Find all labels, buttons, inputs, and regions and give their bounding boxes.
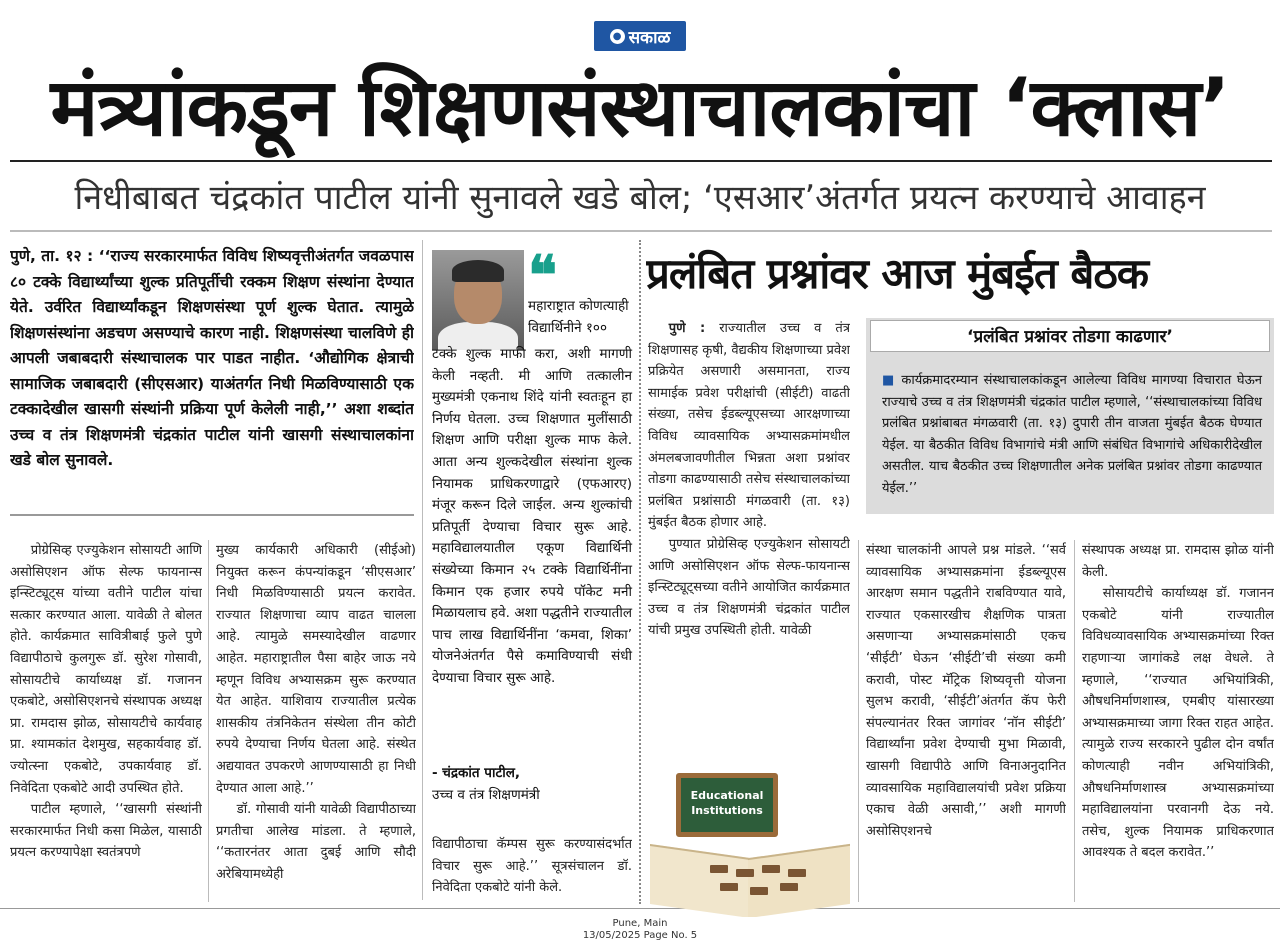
article-column-2 (216, 540, 416, 902)
main-headline: मंत्र्यांकडून शिक्षणसंस्थाचालकांचा ‘क्लास’ (50, 61, 1230, 154)
secondary-headline: प्रलंबित प्रश्नांवर आज मुंबईत बैठक (646, 249, 1149, 298)
highlight-box-text: कार्यक्रमादरम्यान संस्थाचालकांकडून आलेल्या विविध मागण्या विचारात घेऊन राज्याचे उच्च व तंत्र शिक्षणमंत्री चंद्रकांत पाटील म्हणाले, ‘‘संस्थाचालकांच्या विविध प्रलंबित प्रश्नांबाबत मंगळवारी (ता. १३) दुपारी तीन वाजता मुंबईत बैठक घेण्यात येईल. या बैठकीत विविध विभागांचे मंत्री आणि संबंधित विभागांचे अधिकारीदेखील असतील. याच बैठकीत उच्च शिक्षणातील अनेक प्रलंबित प्रश्नांवर तोडगा काढण्यात येईल.’’ (882, 373, 1262, 496)
paragraph: पुण्यात प्रोग्रेसिव्ह एज्युकेशन सोसायटी आणि असोसिएशन ऑफ सेल्फ-फायनान्स इन्स्टिट्यूट्सच्या वतीने आयोजित कार्यक्रमात उच्च व तंत्र शिक्षणमंत्री चंद्रकांत पाटील यांची प्रमुख उपस्थिती होती. यावेळी (648, 536, 850, 639)
edition-label: Pune, Main (612, 918, 668, 929)
column-divider (858, 540, 859, 902)
divider (10, 230, 1272, 232)
open-book-right-page (748, 844, 850, 917)
lead-paragraph (10, 244, 414, 506)
logo-text: सकाळ (628, 27, 671, 48)
paragraph: सोसायटीचे कार्याध्यक्ष डॉ. गजानन एकबोटे यांनी राज्यातील विविधव्यावसायिक अभ्यासक्रमांच्या रिक्त राहणाऱ्या जागांकडे लक्ष वेधले. ते म्हणाले, ‘‘राज्यात अभियांत्रिकी, औषधनिर्माणशास्त्र, एमबीए यांसारख्या अभ्यासक्रमाच्या जागा रिक्त राहत आहेत. त्यामुळे राज्य सरकारने पुढील दोन वर्षांत कोणत्याही नवीन अभियांत्रिकी, औषधनिर्माणशास्त्र अभ्यासक्रमांच्या महाविद्यालयांना परवानगी देऊ नये. तसेच, शुल्क नियामक प्राधिकरणात आवश्यक ते बदल करावेत.’’ (1082, 586, 1274, 861)
paragraph: संस्था चालकांनी आपले प्रश्न मांडले. ‘‘सर्व व्यावसायिक अभ्यासक्रमांना ईडब्ल्यूएस आरक्षण समान पद्धतीने राबविण्यात यावे, राज्यात एकसारखीच शैक्षणिक पात्रता असणाऱ्या अभ्यासक्रमांसाठी एकच ‘सीईटी’ घेऊन ‘सीईटी’ची संख्या कमी करावी, पोस्ट मॅट्रिक शिष्यवृत्ती योजना सुलभ करावी, ‘सीईटी’अंतर्गत कॅप फेरी संपल्यानंतर रिक्त जागांवर ‘नॉन सीईटी’ विद्यार्थ्यांना प्रवेश देण्याची मुभा मिळावी, खासगी विद्यापीठे आणि विनाअनुदानित व्यावसायिक महाविद्यालयांची प्रवेश प्रक्रिया एकाच वेळी असावी,’’ अशी मागणी असोसिएशनचे (866, 543, 1066, 839)
logo-emblem-icon: ● (610, 29, 625, 44)
paragraph: डॉ. गोसावी यांनी यावेळी विद्यापीठाच्या प्रगतीचा आलेख मांडला. ते म्हणाले, ‘‘कतारनंतर आता दुबई आणि सौदी अरेबियामध्येही (216, 802, 416, 882)
bullet-square-icon: ■ (882, 373, 896, 388)
quote-intro: महाराष्ट्रात कोणत्याही विद्यार्थिनीने १०० (528, 298, 629, 336)
right-article-column-c (1082, 540, 1274, 902)
quote-author: - चंद्रकांत पाटील, (432, 765, 521, 781)
quote-signature (432, 762, 632, 806)
page-footer (0, 918, 1280, 942)
minister-photo (432, 250, 524, 350)
divider (10, 160, 1272, 162)
paragraph: प्रोग्रेसिव्ह एज्युकेशन सोसायटी आणि असोसिएशन ऑफ सेल्फ फायनान्स इन्स्टिट्यूट्स यांच्या वतीने पाटील यांचा सत्कार करण्यात आला. यावेळी ते बोलत होते. कार्यक्रमात सावित्रीबाई फुले पुणे विद्यापीठाचे कुलगुरू डॉ. सुरेश गोसावी, सोसायटीचे कार्याध्यक्ष डॉ. गजानन एकबोटे, असोसिएशनचे संस्थापक अध्यक्ष प्रा. रामदास झोळ, सोसायटीचे कार्यवाह प्रा. श्यामकांत देशमुख, सहकार्यवाह डॉ. ज्योत्स्ना एकबोटे, उपकार्यवाह डॉ. निवेदिता एकबोटे आदी उपस्थित होते. (10, 543, 202, 796)
desk-icon (710, 865, 728, 873)
article-column-3-tail (432, 834, 632, 902)
column-divider (639, 240, 641, 904)
paragraph: संस्थापक अध्यक्ष प्रा. रामदास झोळ यांनी केली. (1082, 543, 1274, 580)
paragraph: राज्यातील उच्च व तंत्र शिक्षणासह कृषी, वैद्यकीय शिक्षणाच्या प्रवेश प्रक्रियेत असणारी असमानता, राज्य सामाईक प्रवेश परीक्षांची (सीईटी) वाढती संख्या, तसेच ईडब्ल्यूएसच्या आरक्षणाच्या विविध व्यावसायिक अभ्यासक्रमांमधील अंमलबजावणीतील भिन्नता अशा प्रश्नांवर तोडगा काढण्यासाठी तसेच संस्थाचालकांच्या प्रलंबित प्रश्नांसाठी मंगळवारी (ता. १३) मुंबईत बैठक होणार आहे. (648, 321, 850, 531)
date-page-label: 13/05/2025 Page No. 5 (582, 930, 698, 941)
education-illustration (650, 765, 850, 917)
paragraph: मुख्य कार्यकारी अधिकारी (सीईओ) नियुक्त करून कंपन्यांकडून ‘सीएसआर’ निधी मिळविण्यासाठी प्रयत्न करावेत. राज्यात शिक्षणाचा व्याप वाढत चालला आहे. त्यामुळे समस्यादेखील वाढणार आहेत. महाराष्ट्रातील पैसा बाहेर जाऊ नये म्हणून विविध अभ्यासक्रम सुरू करण्यात येत आहेत. याशिवाय राज्यातील प्रत्येक शासकीय तंत्रनिकेतन संस्थेला तीन कोटी रुपये देण्याचा निर्णय घेतला आहे. संस्थेत अद्ययावत उपकरणे आणण्यासाठी हा निधी देण्यात आला आहे.’’ (216, 543, 416, 796)
highlight-box-title: ‘प्रलंबित प्रश्नांवर तोडगा काढणार’ (870, 320, 1270, 352)
divider (0, 908, 1280, 909)
lead-text: ‘‘राज्य सरकारमार्फत विविध शिष्यवृत्तीअंतर्गत जवळपास ८० टक्के विद्यार्थ्यांच्या शुल्क प्रतिपूर्तीची रक्कम शिक्षण संस्थांना देण्यात येते. उर्वरित विद्यार्थ्यांकडून शिक्षणसंस्था पूर्ण शुल्क घेतात. त्यामुळे शिक्षणसंस्थांना अडचण असण्याचे कारण नाही. शिक्षणसंस्था चालविणे ही आपली जबाबदारी संस्थाचालक पार पाडत नाहीत. ‘औद्योगिक क्षेत्राची सामाजिक जबाबदारी (सीएसआर) याअंतर्गत निधी मिळविण्यासाठी एक टक्कादेखील खासगी संस्थांनी प्रक्रिया पूर्ण केलेली नाही,’’ अशा शब्दांत उच्च व तंत्र शिक्षणमंत्री चंद्रकांत पाटील यांनी खासगी संस्थाचालकांना खडे बोल सुनावले. (10, 247, 414, 469)
right-article-column-a (648, 318, 850, 764)
desk-icon (762, 865, 780, 873)
desk-icon (750, 887, 768, 895)
quote-body: टक्के शुल्क माफी करा, अशी मागणी केली नव्हती. मी आणि तत्कालीन मुख्यमंत्री एकनाथ शिंदे यांनी स्वतःहून हा निर्णय घेतला. उच्च शिक्षणात मुलींसाठी शिक्षण आणि परीक्षा शुल्क माफ केले. आता अन्य शुल्कदेखील संस्थांना शुल्क नियामक प्राधिकरणाद्वारे (एफआरए) मंजूर करून दिले जाईल. अन्य शुल्कांची प्रतिपूर्ती देण्याचा विचार सुरू आहे. महाविद्यालयातील एकूण विद्यार्थिनी संख्येच्या किमान २५ टक्के विद्यार्थिनींना किमान एक हजार रुपये पॉकेट मनी मिळायलाच हवे. अशा पद्धतीने राज्यातील पाच लाख विद्यार्थिनींना ‘कमवा, शिका’ योजनेअंतर्गत पैसे कमाविण्याची संधी देण्याचा विचार सुरू आहे. (432, 346, 632, 686)
open-book-left-page (650, 844, 750, 917)
desk-icon (788, 869, 806, 877)
chalkboard: Educational Institutions (676, 773, 778, 837)
dateline: पुणे, ता. १२ : (10, 247, 94, 265)
divider (10, 514, 414, 516)
dateline: पुणे : (668, 321, 706, 336)
column-divider (422, 240, 423, 900)
paragraph: पाटील म्हणाले, ‘‘खासगी संस्थांनी सरकारमार्फत निधी कसा मिळेल, यासाठी प्रयत्न करण्यापेक्षा स्वतंत्रपणे (10, 802, 202, 861)
column-divider (1074, 540, 1075, 902)
column-divider (208, 540, 209, 902)
sub-headline: निधीबाबत चंद्रकांत पाटील यांनी सुनावले खडे बोल; ‘एसआर’अंतर्गत प्रयत्न करण्याचे आवाहन (74, 178, 1206, 218)
article-column-1 (10, 540, 202, 902)
masthead-logo (594, 21, 686, 51)
highlight-box-body (882, 370, 1262, 500)
right-article-column-b (866, 540, 1066, 902)
desk-icon (736, 869, 754, 877)
desk-icon (720, 883, 738, 891)
desk-icon (780, 883, 798, 891)
quote-author-title: उच्च व तंत्र शिक्षणमंत्री (432, 787, 540, 803)
photo-hair (452, 260, 504, 282)
paragraph: विद्यापीठाचा कॅम्पस सुरू करण्यासंदर्भात विचार सुरू आहे.’’ सूत्रसंचालन डॉ. निवेदिता एकबोटे यांनी केले. (432, 837, 632, 896)
quote-mark-icon: ❝ (528, 243, 558, 307)
